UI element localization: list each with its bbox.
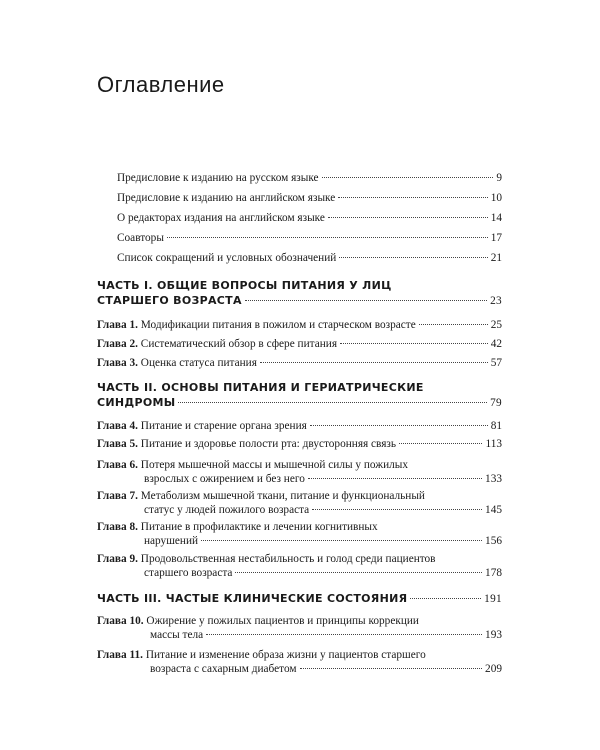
toc-entry-editors[interactable] xyxy=(117,211,502,225)
chapter-title-line2: возраста с сахарным диабетом xyxy=(150,663,297,675)
toc-chapter-11[interactable] xyxy=(97,648,502,676)
toc-entry-page: 209 xyxy=(485,663,502,675)
toc-part-1[interactable] xyxy=(97,279,502,308)
toc-chapter-2[interactable] xyxy=(97,337,502,351)
leader-dots xyxy=(340,343,488,344)
leader-dots xyxy=(300,668,483,669)
toc-entry-title: Предисловие к изданию на английском языке xyxy=(117,192,336,204)
chapter-title-line1: Ожирение у пожилых пациентов и принципы коррекции xyxy=(146,615,419,627)
chapter-label: Глава 11. xyxy=(97,649,143,661)
leader-dots xyxy=(410,598,481,599)
chapter-title-line1: Метаболизм мышечной ткани, питание и функциональный xyxy=(140,490,425,502)
chapter-label: Глава 10. xyxy=(97,615,144,627)
leader-dots xyxy=(245,300,487,301)
toc-entry-page: 42 xyxy=(490,338,502,350)
toc-entry-title: Список сокращений и условных обозначений xyxy=(117,252,337,264)
chapter-title: Систематический обзор в сфере питания xyxy=(140,338,338,350)
toc-entry-page: 9 xyxy=(496,172,502,184)
leader-dots xyxy=(178,402,487,403)
toc-entry-abbreviations[interactable] xyxy=(117,251,502,265)
toc-entry-page: 79 xyxy=(490,396,502,409)
toc-entry-title: О редакторах издания на английском языке xyxy=(117,212,325,224)
leader-dots xyxy=(399,443,482,444)
leader-dots xyxy=(328,217,488,218)
leader-dots xyxy=(167,237,488,238)
toc-entry-preface-english[interactable] xyxy=(117,191,502,205)
chapter-title-line1: Питание в профилактике и лечении когнитивных xyxy=(140,521,378,533)
chapter-label: Глава 1. xyxy=(97,319,138,331)
toc-entry-page: 10 xyxy=(490,192,502,204)
toc-entry-page: 113 xyxy=(485,438,502,450)
toc-entry-page: 21 xyxy=(490,252,502,264)
chapter-label: Глава 6. xyxy=(97,459,138,471)
toc-entry-page: 156 xyxy=(485,535,502,547)
toc-chapter-3[interactable] xyxy=(97,356,502,370)
chapter-label: Глава 2. xyxy=(97,338,138,350)
leader-dots xyxy=(419,324,488,325)
toc-entry-page: 81 xyxy=(490,420,502,432)
part-heading-line1: ЧАСТЬ III. ЧАСТЫЕ КЛИНИЧЕСКИЕ СОСТОЯНИЯ xyxy=(97,592,408,605)
chapter-label: Глава 8. xyxy=(97,521,138,533)
toc-part-2[interactable] xyxy=(97,381,502,410)
leader-dots xyxy=(201,540,482,541)
chapter-title-line2: статус у людей пожилого возраста xyxy=(144,504,310,516)
toc-entry-title: Соавторы xyxy=(117,232,164,244)
chapter-title-line1: Продовольственная нестабильность и голод среди пациентов xyxy=(140,553,436,565)
toc-entry-page: 178 xyxy=(485,567,502,579)
leader-dots xyxy=(339,257,487,258)
chapter-label: Глава 7. xyxy=(97,490,138,502)
toc-chapter-9[interactable] xyxy=(97,552,502,580)
toc-entry-coauthors[interactable] xyxy=(117,231,502,245)
leader-dots xyxy=(260,362,488,363)
toc-chapter-4[interactable] xyxy=(97,419,502,433)
toc-entry-page: 191 xyxy=(484,593,502,605)
chapter-label: Глава 9. xyxy=(97,553,138,565)
leader-dots xyxy=(308,478,482,479)
chapter-label: Глава 4. xyxy=(97,420,138,432)
toc-chapter-7[interactable] xyxy=(97,489,502,517)
part-heading-line2: СИНДРОМЫ xyxy=(97,395,176,409)
toc-entry-page: 25 xyxy=(490,319,502,331)
chapter-label: Глава 3. xyxy=(97,357,138,369)
leader-dots xyxy=(206,634,482,635)
toc-entry-page: 145 xyxy=(485,504,502,516)
chapter-title-line2: взрослых с ожирением и без него xyxy=(144,473,305,485)
leader-dots xyxy=(235,572,482,573)
toc-entry-page: 193 xyxy=(485,629,502,641)
toc-chapter-6[interactable] xyxy=(97,458,502,486)
toc-entry-page: 23 xyxy=(490,294,502,307)
leader-dots xyxy=(310,425,488,426)
toc-chapter-1[interactable] xyxy=(97,318,502,332)
toc-chapter-10[interactable] xyxy=(97,614,502,642)
toc-entry-page: 133 xyxy=(485,473,502,485)
chapter-title-line1: Потеря мышечной массы и мышечной силы у пожилых xyxy=(140,459,409,471)
chapter-title: Питание и здоровье полости рта: двусторонняя связь xyxy=(140,438,397,450)
chapter-title: Модификации питания в пожилом и старческом возрасте xyxy=(140,319,416,331)
chapter-title-line2: массы тела xyxy=(150,629,204,641)
toc-entry-page: 57 xyxy=(490,357,502,369)
toc-entry-preface-russian[interactable] xyxy=(117,171,502,185)
part-heading-line2: СТАРШЕГО ВОЗРАСТА xyxy=(97,293,242,307)
part-heading-line1: ЧАСТЬ II. ОСНОВЫ ПИТАНИЯ И ГЕРИАТРИЧЕСКИЕ xyxy=(97,381,424,394)
toc-chapter-8[interactable] xyxy=(97,520,502,548)
page-title: Оглавление xyxy=(97,72,225,97)
chapter-title-line2: нарушений xyxy=(144,535,199,547)
toc-chapter-5[interactable] xyxy=(97,437,502,451)
chapter-label: Глава 5. xyxy=(97,438,138,450)
part-heading-line1: ЧАСТЬ I. ОБЩИЕ ВОПРОСЫ ПИТАНИЯ У ЛИЦ xyxy=(97,279,392,292)
toc-entry-page: 14 xyxy=(490,212,502,224)
chapter-title-line1: Питание и изменение образа жизни у пациентов старшего xyxy=(145,649,426,661)
toc-part-3[interactable] xyxy=(97,592,502,607)
toc-entry-title: Предисловие к изданию на русском языке xyxy=(117,172,319,184)
toc-entry-page: 17 xyxy=(490,232,502,244)
chapter-title-line2: старшего возраста xyxy=(144,567,233,579)
chapter-title: Питание и старение органа зрения xyxy=(140,420,307,432)
chapter-title: Оценка статуса питания xyxy=(140,357,257,369)
leader-dots xyxy=(322,177,494,178)
leader-dots xyxy=(312,509,482,510)
leader-dots xyxy=(338,197,487,198)
